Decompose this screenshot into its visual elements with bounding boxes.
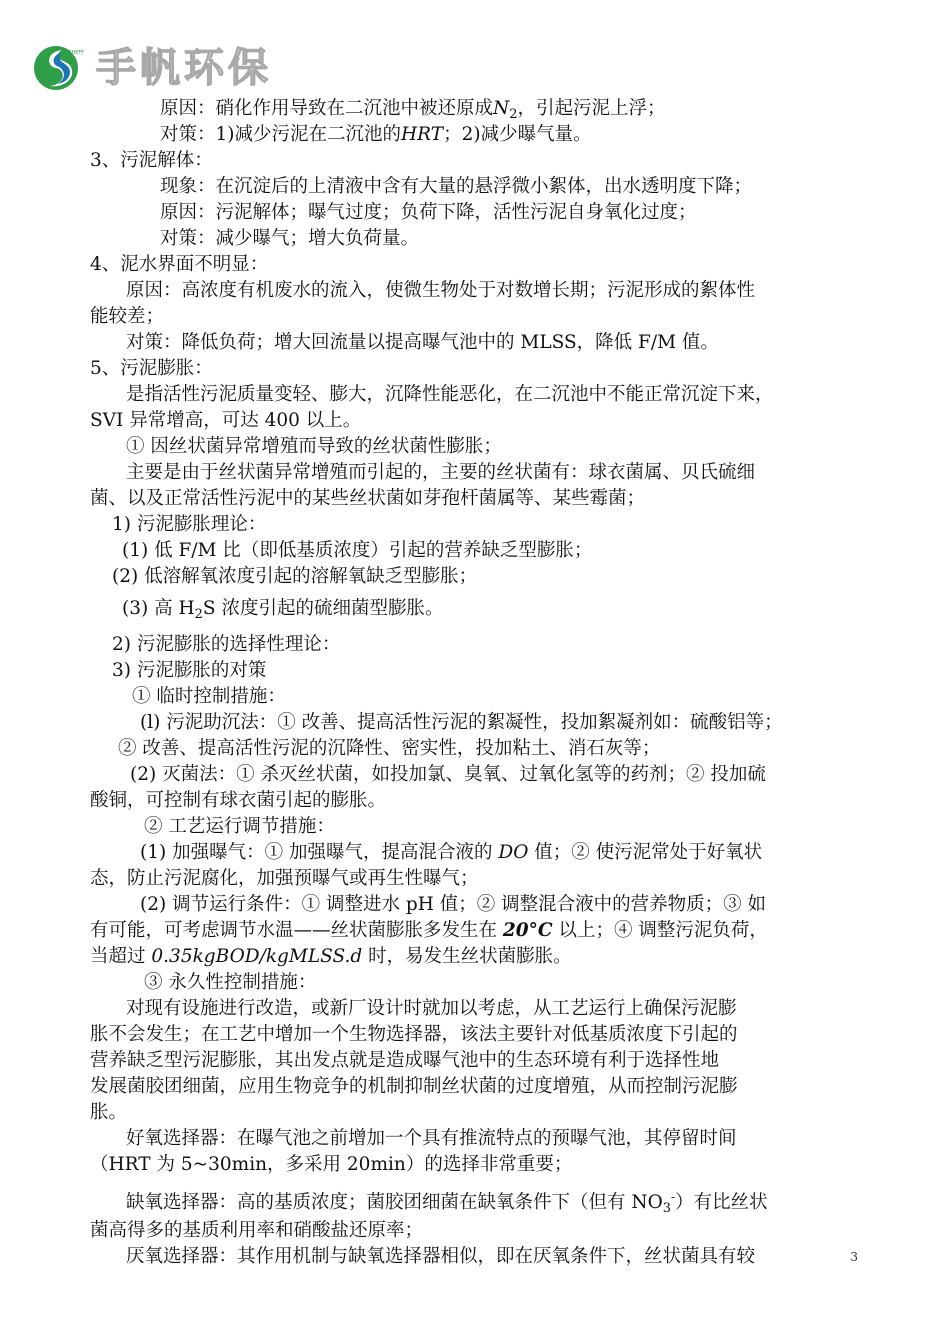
text-span: ，引起污泥上浮； [517,98,666,119]
text-line: 营养缺乏型污泥膨胀，其出发点就是造成曝气池中的生态环境有利于选择性地 [90,1050,720,1071]
text-span: 时，易发生丝状菌膨胀。 [368,946,572,967]
subscript: 3 [662,1201,672,1216]
text-line: 现象：在沉淀后的上清液中含有大量的悬浮微小絮体，出水透明度下降； [160,176,753,197]
text-line: 能较差； [90,306,165,327]
text-line [160,122,592,148]
text-line: 2) 污泥膨胀的选择性理论： [112,634,341,655]
text-line: 对策：减少曝气；增大负荷量。 [160,228,420,249]
text-line [126,1184,768,1222]
text-line: 原因：高浓度有机废水的流入，使微生物处于对数增长期；污泥形成的絮体性 [126,280,756,301]
text-span: (3) 高 H [122,598,195,619]
text-span: 缺氧选择器：高的基质浓度；菌胶团细菌在缺氧条件下（但有 NO [126,1192,663,1213]
text-line: ② 工艺运行调节措施： [144,816,335,837]
text-line: ② 改善、提高活性污泥的沉降性、密实性，投加粘土、消石灰等； [118,738,661,759]
chem-symbol: N [493,98,510,119]
text-span: 对策：1)减少污泥在二沉池的 [160,124,401,145]
section-heading: 4、泥水界面不明显： [90,254,269,275]
section-heading: 3、污泥解体： [90,150,213,171]
do-term: DO [498,842,529,863]
text-line: ① 因丝状菌异常增殖而导致的丝状菌性膨胀； [126,436,502,457]
logo-badge-text: CHEFF [68,50,85,56]
text-line: 对现有设施进行改造，或新厂设计时就加以考虑，从工艺运行上确保污泥膨 [126,998,737,1019]
text-line: SVI 异常增高，可达 400 以上。 [90,410,362,431]
text-line: 好氧选择器：在曝气池之前增加一个具有推流特点的预曝气池，其停留时间 [126,1128,737,1149]
text-line: 态，防止污泥腐化，加强预曝气或再生性曝气； [90,868,479,889]
text-span: 以上；④ 调整污泥负荷， [558,920,768,941]
text-span: 原因：硝化作用导致在二沉池中被还原成 [160,98,494,119]
text-line: 菌、以及正常活性污泥中的某些丝状菌如芽孢杆菌属等、某些霉菌； [90,488,646,509]
text-line: (2) 灭菌法：① 杀灭丝状菌，如投加氯、臭氧、过氧化氢等的药剂；② 投加硫 [130,764,766,785]
text-line: ③ 永久性控制措施： [144,972,317,993]
text-line: 胀不会发生；在工艺中增加一个生物选择器，该法主要针对低基质浓度下引起的 [90,1024,738,1045]
text-line: 1) 污泥膨胀理论： [112,514,267,535]
text-line: 3) 污泥膨胀的对策 [112,660,267,681]
text-span: 当超过 [90,946,146,967]
text-line [140,840,762,866]
text-span: ）有比丝状 [675,1192,768,1213]
text-line: (2) 低溶解氧浓度引起的溶解氧缺乏型膨胀； [112,566,478,587]
text-line: (2) 调节运行条件：① 调整进水 pH 值；② 调整混合液中的营养物质；③ 如 [140,894,766,915]
text-line: ① 临时控制措施： [132,686,286,707]
subscript: 2 [509,107,518,122]
temperature-value: 20°C [502,920,553,941]
text-line: （HRT 为 5~30min，多采用 20min）的选择非常重要； [90,1154,573,1175]
superscript: - [671,1190,676,1204]
section-heading: 5、污泥膨胀： [90,358,213,379]
text-line: 原因：污泥解体；曝气过度；负荷下降，活性污泥自身氧化过度； [160,202,697,223]
text-line: 菌高得多的基质利用率和硝酸盐还原率； [90,1220,424,1241]
logo-icon [32,44,85,92]
text-line: (1) 低 F/M 比（即低基质浓度）引起的营养缺乏型膨胀； [122,540,593,561]
logo-text: 手帆环保 [96,45,272,91]
company-logo [32,42,292,94]
text-line: 对策：降低负荷；增大回流量以提高曝气池中的 MLSS，降低 F/M 值。 [126,332,719,353]
text-line: 胀。 [90,1102,128,1123]
text-line [122,596,443,628]
text-line [90,918,768,944]
load-value: 0.35kgBOD/kgMLSS.d [151,946,363,967]
hrt-term: HRT [401,124,444,145]
page-number: 3 [850,1250,858,1264]
text-span: S 浓度引起的硫细菌型膨胀。 [202,598,444,619]
text-line: 酸铜，可控制有球衣菌引起的膨胀。 [90,790,387,811]
subscript: 2 [194,607,203,622]
text-line: 是指活性污泥质量变轻、膨大，沉降性能恶化，在二沉池中不能正常沉淀下来， [126,384,774,405]
text-span: (1) 加强曝气：① 加强曝气，提高混合液的 [140,842,493,863]
text-line: (l) 污泥助沉法：① 改善、提高活性污泥的絮凝性，投加絮凝剂如：硫酸铝等； [140,712,783,733]
text-line: 发展菌胶团细菌，应用生物竞争的机制抑制丝状菌的过度增殖，从而控制污泥膨 [90,1076,738,1097]
text-span: 值；② 使污泥常处于好氧状 [534,842,763,863]
text-line: 主要是由于丝状菌异常增殖而引起的，主要的丝状菌有：球衣菌属、贝氏硫细 [126,462,756,483]
text-span: ；2)减少曝气量。 [443,124,592,145]
text-line: 厌氧选择器：其作用机制与缺氧选择器相似，即在厌氧条件下，丝状菌具有较 [126,1246,756,1267]
text-line [90,944,572,970]
text-span: 有可能，可考虑调节水温——丝状菌膨胀多发生在 [90,920,498,941]
